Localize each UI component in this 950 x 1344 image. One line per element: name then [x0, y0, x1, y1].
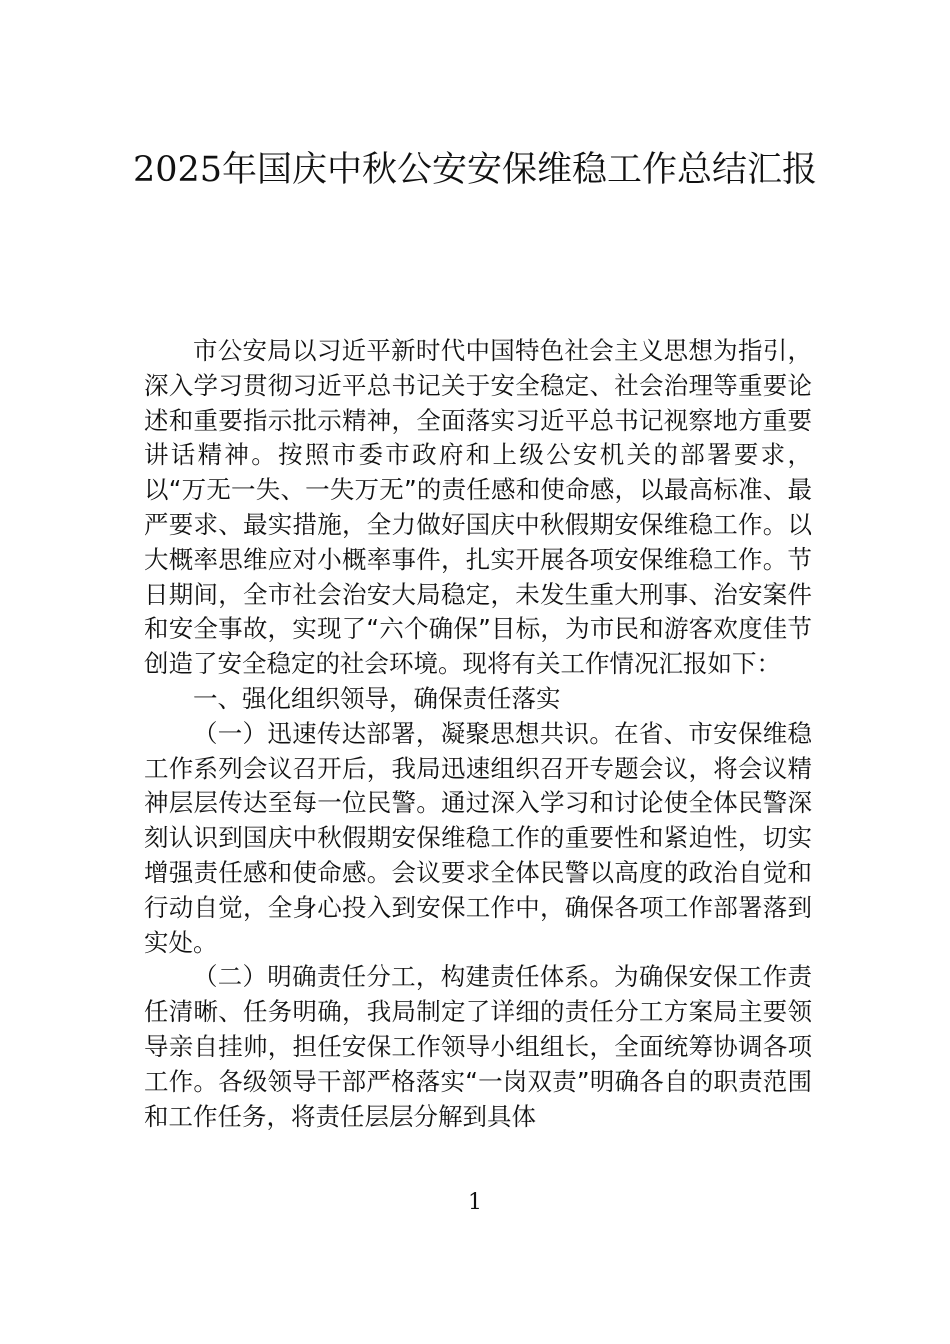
section-heading-1: 一、强化组织领导，确保责任落实: [193, 683, 561, 713]
document-title: 2025年国庆中秋公安安保维稳工作总结汇报: [132, 150, 818, 190]
page-number: 1: [468, 1190, 482, 1215]
subsection-paragraph-2: （二）明确责任分工，构建责任体系。为确保安保工作责任清晰、任务明确，我局制定了详细的责任分工方案局主要领导亲自挂帅，担任安保工作领导小组组长，全面统筹协调各项工作。各级领导干部严格落实“一岗双责”明确各自的职责范围和工作任务，将责任层层分解到具体: [144, 962, 812, 1131]
document-body: [144, 334, 812, 1134]
subsection-paragraph-1: （一）迅速传达部署，凝聚思想共识。在省、市安保维稳工作系列会议召开后，我局迅速组织召开专题会议，将会议精神层层传达至每一位民警。通过深入学习和讨论使全体民警深刻认识到国庆中秋假期安保维稳工作的重要性和紧迫性，切实增强责任感和使命感。会议要求全体民警以高度的政治自觉和行动自觉，全身心投入到安保工作中，确保各项工作部署落到实处。: [144, 718, 812, 957]
intro-paragraph: 市公安局以习近平新时代中国特色社会主义思想为指引，深入学习贯彻习近平总书记关于安全稳定、社会治理等重要论述和重要指示批示精神，全面落实习近平总书记视察地方重要讲话精神。按照市委市政府和上级公安机关的部署要求，以“万无一失、一失万无”的责任感和使命感，以最高标准、最严要求、最实措施，全力做好国庆中秋假期安保维稳工作。以大概率思维应对小概率事件，扎实开展各项安保维稳工作。节日期间，全市社会治安大局稳定，未发生重大刑事、治安案件和安全事故，实现了“六个确保”目标，为市民和游客欢度佳节创造了安全稳定的社会环境。现将有关工作情况汇报如下：: [144, 336, 812, 679]
